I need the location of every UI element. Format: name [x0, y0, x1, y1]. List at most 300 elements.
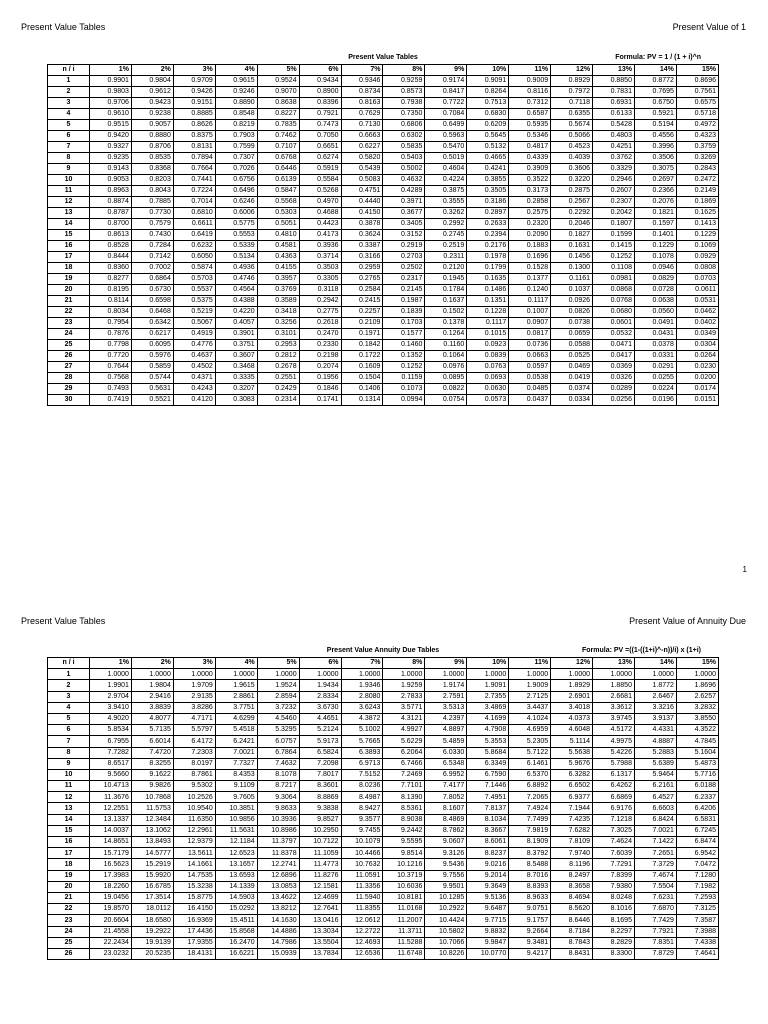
table-cell: 6.6869: [593, 792, 635, 803]
table-cell: 0.8444: [90, 252, 132, 263]
table-cell: 0.9009: [509, 76, 551, 87]
table-cell: 8.8869: [299, 792, 341, 803]
table-cell: 0.2858: [509, 197, 551, 208]
table-cell: 0.3173: [509, 186, 551, 197]
table-cell: 0.3335: [215, 373, 257, 384]
table-cell: 5.4873: [676, 758, 718, 769]
row-period-label: 24: [48, 329, 90, 340]
table-cell: 0.6217: [131, 329, 173, 340]
table-cell: 0.5631: [131, 384, 173, 395]
column-header: 10%: [467, 65, 509, 76]
table-cell: 9.7715: [467, 915, 509, 926]
table-cell: 11.6748: [383, 948, 425, 959]
table-cell: 0.0462: [676, 307, 718, 318]
table-cell: 0.7629: [341, 109, 383, 120]
table-cell: 0.7350: [383, 109, 425, 120]
row-period-label: 21: [48, 892, 90, 903]
table-cell: 0.6864: [131, 274, 173, 285]
table-cell: 10.1079: [341, 837, 383, 848]
row-period-label: 16: [48, 241, 90, 252]
table-cell: 7.0472: [676, 859, 718, 870]
table-cell: 5.9676: [551, 758, 593, 769]
table-cell: 7.3587: [676, 915, 718, 926]
table-cell: 8.0248: [593, 892, 635, 903]
table-cell: 7.8399: [593, 870, 635, 881]
row-period-label: 14: [48, 814, 90, 825]
row-period-label: 17: [48, 252, 90, 263]
table-cell: 12.4699: [299, 892, 341, 903]
table-cell: 0.0895: [425, 373, 467, 384]
table-cell: 0.5703: [173, 274, 215, 285]
table-cell: 8.8393: [509, 881, 551, 892]
table-cell: 0.3855: [467, 175, 509, 186]
table-cell: 7.6231: [634, 892, 676, 903]
page1-header-right: Present Value of 1: [672, 22, 746, 32]
row-period-label: 11: [48, 781, 90, 792]
present-value-table-title-bar: [47, 54, 719, 64]
table-cell: 0.3971: [383, 197, 425, 208]
table-cell: 0.8131: [173, 142, 215, 153]
table-cell: 14.4886: [257, 926, 299, 937]
table-cell: 0.4251: [593, 142, 635, 153]
table-cell: 0.4556: [634, 131, 676, 142]
column-header: 12%: [551, 658, 593, 669]
table-cell: 6.0330: [425, 747, 467, 758]
table-cell: 0.3522: [509, 175, 551, 186]
table-cell: 0.7142: [131, 252, 173, 263]
table-cell: 0.8368: [131, 164, 173, 175]
table-cell: 2.7125: [509, 691, 551, 702]
table-cell: 0.9426: [173, 87, 215, 98]
table-cell: 0.0736: [509, 340, 551, 351]
table-cell: 0.1406: [341, 384, 383, 395]
table-cell: 12.2551: [90, 803, 132, 814]
row-period-label: 5: [48, 120, 90, 131]
table-cell: 0.0663: [509, 351, 551, 362]
table-cell: 0.1599: [593, 230, 635, 241]
table-cell: 5.2305: [509, 736, 551, 747]
table-cell: 0.1159: [383, 373, 425, 384]
table-cell: 0.9091: [467, 76, 509, 87]
table-cell: 0.4523: [551, 142, 593, 153]
table-cell: 0.5066: [551, 131, 593, 142]
table-cell: 0.7722: [425, 98, 467, 109]
table-cell: 19.8570: [90, 904, 132, 915]
table-cell: 0.8885: [173, 109, 215, 120]
table-cell: 8.2297: [593, 926, 635, 937]
table-cell: 3.9410: [90, 702, 132, 713]
table-cell: 0.0738: [551, 318, 593, 329]
table-cell: 7.7921: [634, 926, 676, 937]
table-cell: 0.2812: [257, 351, 299, 362]
table-cell: 3.6243: [341, 702, 383, 713]
table-cell: 0.3186: [467, 197, 509, 208]
column-header: 9%: [425, 65, 467, 76]
table-cell: 7.4177: [425, 781, 467, 792]
table-cell: 8.1078: [257, 769, 299, 780]
table-cell: 0.5859: [131, 362, 173, 373]
table-cell: 0.4224: [425, 175, 467, 186]
row-period-label: 21: [48, 296, 90, 307]
table-cell: 7.7101: [383, 781, 425, 792]
table-cell: 11.8276: [299, 870, 341, 881]
table-cell: 8.1695: [593, 915, 635, 926]
table-cell: 15.3238: [173, 881, 215, 892]
table-cell: 0.1240: [509, 285, 551, 296]
table-cell: 0.5847: [257, 186, 299, 197]
table-cell: 0.5553: [215, 230, 257, 241]
table-cell: 10.7066: [425, 937, 467, 948]
table-cell: 6.6502: [551, 781, 593, 792]
table-cell: 1.0000: [90, 669, 132, 680]
table-cell: 0.3624: [341, 230, 383, 241]
row-period-label: 12: [48, 197, 90, 208]
table-cell: 4.8077: [131, 713, 173, 724]
table-cell: 1.9524: [257, 680, 299, 691]
table-cell: 0.5521: [131, 395, 173, 406]
table-cell: 10.1216: [383, 859, 425, 870]
table-cell: 2.9416: [131, 691, 173, 702]
table-cell: 8.8431: [551, 948, 593, 959]
table-cell: 3.5771: [383, 702, 425, 713]
row-period-label: 29: [48, 384, 90, 395]
table-cell: 0.0402: [676, 318, 718, 329]
table-cell: 0.5537: [173, 285, 215, 296]
table-cell: 0.2745: [425, 230, 467, 241]
table-cell: 6.4206: [676, 803, 718, 814]
table-cell: 0.4688: [299, 208, 341, 219]
table-cell: 9.7556: [425, 870, 467, 881]
table-cell: 12.1184: [215, 837, 257, 848]
table-cell: 0.1229: [676, 230, 718, 241]
table-row: [48, 76, 719, 87]
table-cell: 6.2337: [676, 792, 718, 803]
table-cell: 0.0151: [676, 395, 718, 406]
table-cell: 9.8527: [299, 814, 341, 825]
table-cell: 0.2519: [425, 241, 467, 252]
row-period-label: 28: [48, 373, 90, 384]
table-row: [48, 296, 719, 307]
table-cell: 0.0728: [634, 285, 676, 296]
annuity-due-table: [47, 657, 719, 960]
table-cell: 7.7429: [634, 915, 676, 926]
table-cell: 7.3025: [593, 825, 635, 836]
table-cell: 8.3792: [509, 848, 551, 859]
table-cell: 0.1413: [676, 219, 718, 230]
table-cell: 4.4651: [299, 713, 341, 724]
table-cell: 4.3872: [341, 713, 383, 724]
column-header: 11%: [509, 65, 551, 76]
table-cell: 0.1117: [467, 318, 509, 329]
table-cell: 0.1839: [383, 307, 425, 318]
table-cell: 3.5313: [425, 702, 467, 713]
table-cell: 12.6896: [257, 870, 299, 881]
table-cell: 0.0763: [467, 362, 509, 373]
table-cell: 10.4424: [425, 915, 467, 926]
table-cell: 1.9901: [90, 680, 132, 691]
table-cell: 10.3851: [215, 803, 257, 814]
table-cell: 6.7466: [383, 758, 425, 769]
table-cell: 9.0751: [509, 904, 551, 915]
table-cell: 0.5134: [215, 252, 257, 263]
table-cell: 0.2502: [383, 263, 425, 274]
page2-header-left: Present Value Tables: [21, 616, 106, 626]
table-cell: 1.9804: [131, 680, 173, 691]
table-cell: 5.7135: [131, 725, 173, 736]
table-cell: 0.7720: [90, 351, 132, 362]
table-cell: 0.3256: [257, 318, 299, 329]
table-row: [48, 859, 719, 870]
table-cell: 0.6496: [215, 186, 257, 197]
table-cell: 0.2311: [425, 252, 467, 263]
table-cell: 0.1007: [509, 307, 551, 318]
table-cell: 0.5919: [299, 164, 341, 175]
table-cell: 0.3207: [215, 384, 257, 395]
table-cell: 8.5361: [383, 803, 425, 814]
table-cell: 6.1461: [509, 758, 551, 769]
table-cell: 0.8874: [90, 197, 132, 208]
table-cell: 7.3988: [676, 926, 718, 937]
table-cell: 0.2567: [551, 197, 593, 208]
table-cell: 6.9176: [593, 803, 635, 814]
table-cell: 0.7798: [90, 340, 132, 351]
table-cell: 0.2415: [341, 296, 383, 307]
table-row: [48, 153, 719, 164]
table-cell: 9.2442: [383, 825, 425, 836]
table-cell: 7.9380: [593, 881, 635, 892]
table-cell: 3.2832: [676, 702, 718, 713]
table-cell: 0.6209: [467, 120, 509, 131]
table-cell: 7.1218: [593, 814, 635, 825]
row-period-label: 25: [48, 340, 90, 351]
column-header: 1%: [90, 65, 132, 76]
table-cell: 9.1109: [215, 781, 257, 792]
table-cell: 0.8929: [551, 76, 593, 87]
table-cell: 1.8772: [634, 680, 676, 691]
table-row: [48, 318, 719, 329]
table-cell: 0.4155: [257, 263, 299, 274]
table-cell: 11.5288: [383, 937, 425, 948]
table-cell: 0.3878: [341, 219, 383, 230]
present-value-table-body: [48, 76, 719, 406]
table-cell: 0.0560: [634, 307, 676, 318]
table-row: [48, 725, 719, 736]
table-row: [48, 362, 719, 373]
table-cell: 8.9633: [509, 892, 551, 903]
row-period-label: 8: [48, 153, 90, 164]
table-cell: 10.7122: [299, 837, 341, 848]
table-row: [48, 892, 719, 903]
table-cell: 0.3677: [383, 208, 425, 219]
table-cell: 1.0000: [173, 669, 215, 680]
table-cell: 0.1504: [341, 373, 383, 384]
table-cell: 8.9038: [383, 814, 425, 825]
table-cell: 0.7938: [383, 98, 425, 109]
table-cell: 0.8890: [215, 98, 257, 109]
table-cell: 0.1037: [551, 285, 593, 296]
table-cell: 0.3387: [341, 241, 383, 252]
table-cell: 7.5504: [634, 881, 676, 892]
table-cell: 6.2064: [383, 747, 425, 758]
table-cell: 16.6221: [215, 948, 257, 959]
table-cell: 0.8963: [90, 186, 132, 197]
table-cell: 9.3838: [299, 803, 341, 814]
table-cell: 0.3607: [215, 351, 257, 362]
table-cell: 0.5645: [467, 131, 509, 142]
table-cell: 0.0923: [467, 340, 509, 351]
table-cell: 0.1252: [593, 252, 635, 263]
table-cell: 7.7499: [509, 814, 551, 825]
table-cell: 14.8651: [90, 837, 132, 848]
table-row: [48, 837, 719, 848]
table-cell: 0.8638: [257, 98, 299, 109]
table-cell: 0.6006: [215, 208, 257, 219]
table-cell: 13.8212: [257, 904, 299, 915]
column-header: 14%: [634, 65, 676, 76]
table-cell: 0.6342: [131, 318, 173, 329]
row-period-label: 22: [48, 307, 90, 318]
table-cell: 15.8568: [215, 926, 257, 937]
table-cell: 0.5194: [634, 120, 676, 131]
table-cell: 0.6575: [676, 98, 718, 109]
table-cell: 4.5172: [593, 725, 635, 736]
table-cell: 0.7876: [90, 329, 132, 340]
table-cell: 0.7430: [131, 230, 173, 241]
table-row: [48, 803, 719, 814]
table-cell: 0.1945: [425, 274, 467, 285]
table-cell: 0.5976: [131, 351, 173, 362]
table-cell: 8.7217: [257, 781, 299, 792]
table-cell: 0.8734: [341, 87, 383, 98]
row-period-label: 19: [48, 870, 90, 881]
table-row: [48, 915, 719, 926]
row-period-label: 18: [48, 263, 90, 274]
table-cell: 9.5436: [425, 859, 467, 870]
table-cell: 6.5370: [509, 769, 551, 780]
table-cell: 4.8887: [634, 736, 676, 747]
table-cell: 8.7843: [551, 937, 593, 948]
table-cell: 0.7599: [215, 142, 257, 153]
table-cell: 0.6651: [299, 142, 341, 153]
table-cell: 4.1699: [467, 713, 509, 724]
table-cell: 0.7695: [634, 87, 676, 98]
table-cell: 7.4951: [467, 792, 509, 803]
table-cell: 0.7002: [131, 263, 173, 274]
table-cell: 2.8594: [257, 691, 299, 702]
table-cell: 0.1300: [551, 263, 593, 274]
table-cell: 18.6580: [131, 915, 173, 926]
table-cell: 0.2314: [257, 395, 299, 406]
table-cell: 0.4803: [593, 131, 635, 142]
table-cell: 0.9803: [90, 87, 132, 98]
row-period-label: 11: [48, 186, 90, 197]
table-cell: 0.2394: [467, 230, 509, 241]
table-cell: 0.6830: [467, 109, 509, 120]
table-cell: 0.0224: [634, 384, 676, 395]
table-row: [48, 814, 719, 825]
table-cell: 12.6523: [215, 848, 257, 859]
table-cell: 0.6227: [341, 142, 383, 153]
table-cell: 0.7831: [593, 87, 635, 98]
table-cell: 0.4970: [299, 197, 341, 208]
table-cell: 0.8548: [215, 109, 257, 120]
table-row: [48, 351, 719, 362]
table-cell: 0.1378: [425, 318, 467, 329]
table-cell: 0.1577: [383, 329, 425, 340]
table-cell: 7.3125: [676, 904, 718, 915]
table-row: [48, 230, 719, 241]
table-cell: 8.7184: [551, 926, 593, 937]
table-cell: 0.1108: [593, 263, 635, 274]
table-cell: 8.0236: [341, 781, 383, 792]
table-cell: 0.0826: [551, 307, 593, 318]
table-cell: 0.1971: [341, 329, 383, 340]
table-cell: 0.1377: [509, 274, 551, 285]
table-cell: 1.0000: [425, 669, 467, 680]
table-cell: 0.2292: [551, 208, 593, 219]
table-row: [48, 307, 719, 318]
row-period-label: 10: [48, 175, 90, 186]
table-cell: 6.7590: [467, 769, 509, 780]
table-cell: 7.4624: [593, 837, 635, 848]
table-cell: 0.8706: [131, 142, 173, 153]
table-cell: 0.0485: [509, 384, 551, 395]
table-cell: 11.5940: [341, 892, 383, 903]
table-cell: 9.0216: [467, 859, 509, 870]
table-cell: 0.8528: [90, 241, 132, 252]
table-cell: 0.6133: [593, 109, 635, 120]
table-cell: 0.5935: [509, 120, 551, 131]
column-header: 11%: [509, 658, 551, 669]
table-cell: 0.1486: [467, 285, 509, 296]
table-cell: 0.7493: [90, 384, 132, 395]
table-cell: 6.8892: [509, 781, 551, 792]
table-cell: 0.2145: [383, 285, 425, 296]
table-cell: 0.5219: [173, 307, 215, 318]
page1-header-left: Present Value Tables: [21, 22, 106, 32]
table-cell: 10.1285: [425, 892, 467, 903]
row-period-label: 5: [48, 713, 90, 724]
present-value-table-section: [47, 54, 719, 406]
row-period-label: 9: [48, 164, 90, 175]
table-cell: 0.1631: [551, 241, 593, 252]
table-cell: 7.2303: [173, 747, 215, 758]
row-period-label: 17: [48, 848, 90, 859]
column-header: 8%: [383, 65, 425, 76]
table-cell: 0.8227: [257, 109, 299, 120]
table-cell: 0.4751: [341, 186, 383, 197]
table-cell: 7.9819: [509, 825, 551, 836]
table-row: [48, 208, 719, 219]
table-cell: 0.9612: [131, 87, 173, 98]
table-cell: 9.7455: [341, 825, 383, 836]
table-cell: 0.8850: [593, 76, 635, 87]
table-cell: 0.0331: [634, 351, 676, 362]
table-cell: 0.9053: [90, 175, 132, 186]
table-cell: 10.3936: [257, 814, 299, 825]
column-header: 12%: [551, 65, 593, 76]
table-cell: 6.0188: [676, 781, 718, 792]
table-cell: 0.1827: [551, 230, 593, 241]
table-cell: 0.3506: [634, 153, 676, 164]
table-cell: 6.5824: [299, 747, 341, 758]
table-row: [48, 142, 719, 153]
table-cell: 11.8378: [257, 848, 299, 859]
table-cell: 7.7282: [90, 747, 132, 758]
row-period-label: 15: [48, 230, 90, 241]
table-cell: 0.3329: [593, 164, 635, 175]
table-cell: 18.4131: [173, 948, 215, 959]
